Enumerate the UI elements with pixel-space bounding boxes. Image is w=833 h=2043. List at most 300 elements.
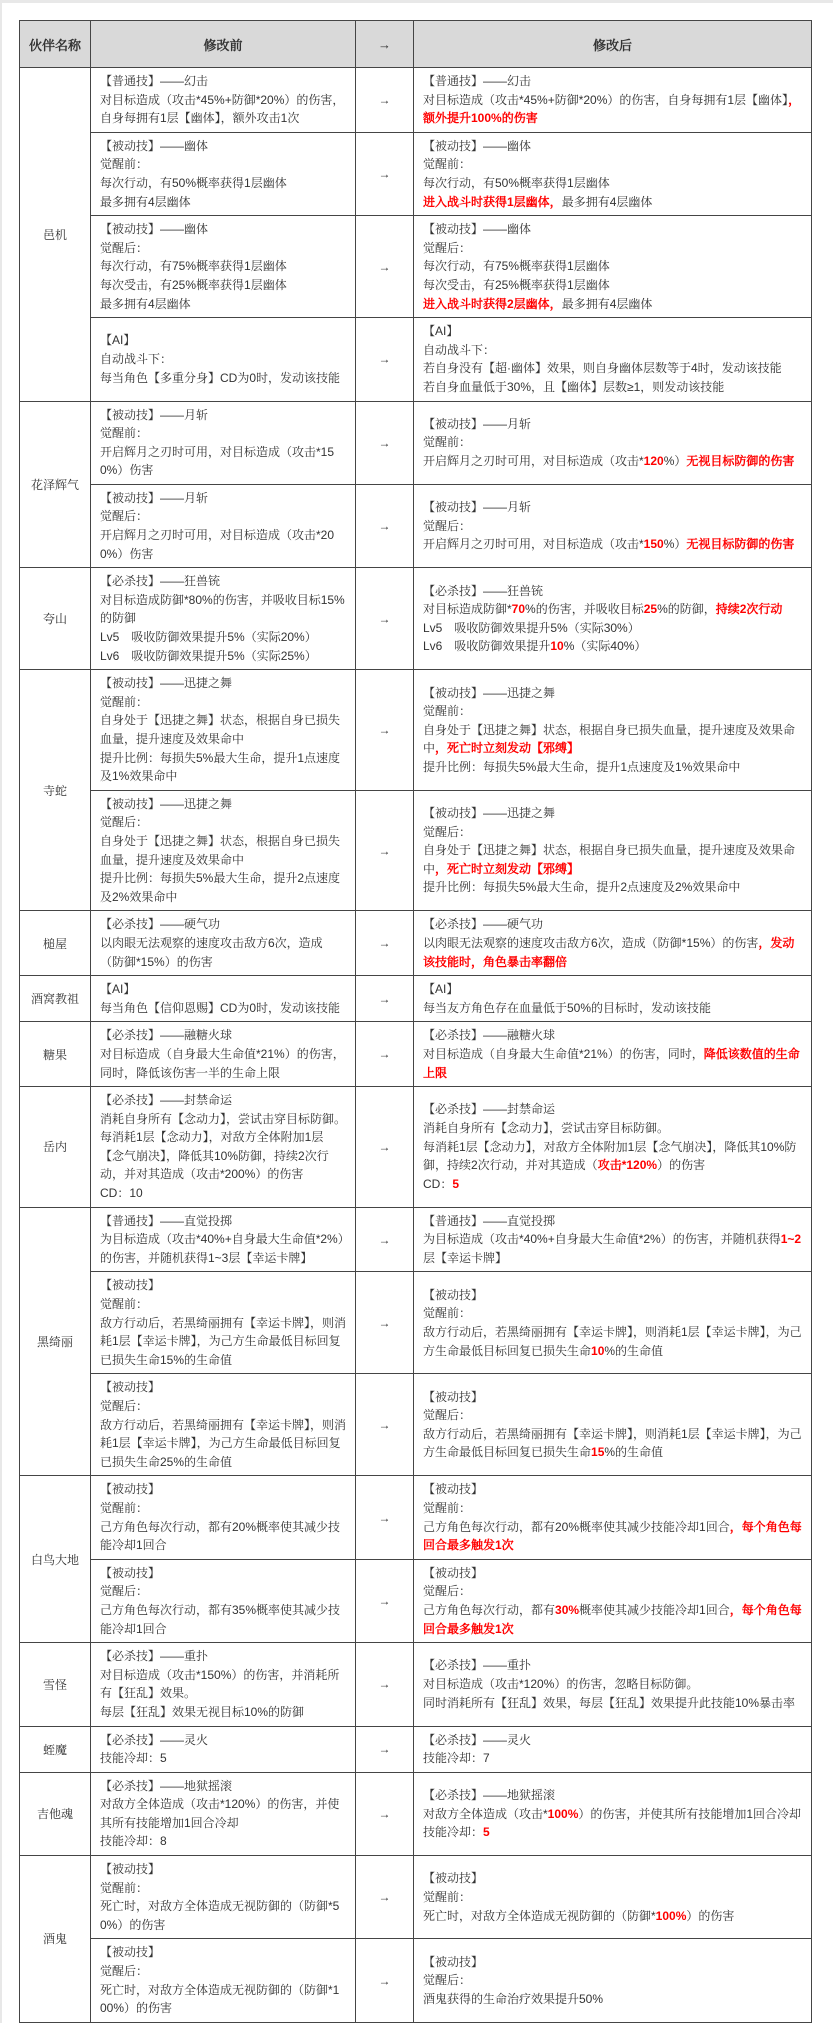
text-segment: 【被动技】——幽体 [100, 138, 209, 153]
skill-text-line [423, 1286, 802, 1305]
skill-text-line [100, 276, 346, 295]
skill-text-line [100, 869, 346, 906]
skill-text-line [100, 628, 346, 647]
skill-text-line [423, 878, 802, 897]
skill-text-line [423, 1480, 802, 1499]
text-segment: 觉醒前： [423, 1500, 472, 1515]
table-row [20, 484, 812, 567]
skill-text-line [100, 295, 346, 314]
partner-name: 蛭魔 [20, 1726, 91, 1772]
text-segment: 【必杀技】——地狱摇滚 [423, 1787, 556, 1802]
text-segment: 【必杀技】——封禁命运 [100, 1093, 233, 1108]
skill-text-line [423, 1518, 802, 1555]
skill-text-line [423, 239, 802, 258]
before-cell [91, 670, 356, 791]
after-cell [414, 1476, 812, 1559]
before-cell [91, 484, 356, 567]
text-segment: 为目标造成（攻击*40%+自身最大生命值*2%）的伤害，并随机获得 [423, 1232, 781, 1247]
text-segment: 消耗自身所有【念动力】，尝试击穿目标防御。 [423, 1120, 670, 1135]
skill-text-line [423, 1675, 802, 1694]
text-segment: 觉醒后： [423, 518, 472, 533]
text-segment: CD： [423, 1176, 453, 1191]
text-segment: 【普通技】——直觉投掷 [100, 1213, 233, 1228]
changed-text-segment: 降低该数值的生命上限 [423, 1046, 800, 1080]
skill-text-line [100, 507, 346, 526]
partner-name: 花泽辉气 [20, 401, 91, 568]
header-row [20, 21, 812, 68]
text-segment: ）的伤害 [686, 1908, 735, 1923]
arrow-icon: → [356, 1022, 414, 1087]
text-segment: 概率使其减少技能冷却1回合 [579, 1602, 730, 1617]
text-segment: 酒鬼获得的生命治疗效果提升50% [423, 1991, 604, 2006]
text-segment: 【被动技】——月斩 [423, 500, 532, 515]
arrow-icon: → [356, 401, 414, 484]
text-segment: 若自身血量低于30%，且【幽体】层数≥1，则发动该技能 [423, 379, 725, 394]
text-segment: 对目标造成（攻击*45%+防御*20%）的伤害，自身每拥有1层【幽体】 [423, 92, 789, 107]
table-row [20, 790, 812, 911]
text-segment: 每层【狂乱】效果无视目标10%的防御 [100, 1704, 305, 1719]
text-segment: 【必杀技】——灵火 [423, 1732, 532, 1747]
column-header-arrow: → [356, 21, 414, 68]
text-segment: 自身处于【迅捷之舞】状态，根据自身已损失血量，提升速度及效果命中 [423, 722, 796, 756]
skill-text-line [423, 1138, 802, 1175]
after-cell [414, 401, 812, 484]
table-row [20, 401, 812, 484]
text-segment: 【必杀技】——融糖火球 [423, 1028, 556, 1043]
skill-text-line [423, 1749, 802, 1768]
text-segment: 每次受击，有25%概率获得1层幽体 [100, 277, 287, 292]
before-cell [91, 1643, 356, 1726]
skill-text-line [100, 1731, 346, 1750]
skill-text-line [423, 841, 802, 878]
before-cell [91, 911, 356, 976]
after-cell [414, 670, 812, 791]
text-segment: 己方角色每次行动，都有35%概率使其减少技能冷却1回合 [100, 1602, 341, 1636]
text-segment: 【必杀技】——硬气功 [423, 917, 544, 932]
skill-text-line [100, 1564, 346, 1583]
text-segment: 每次受击，有25%概率获得1层幽体 [423, 277, 610, 292]
skill-text-line [100, 369, 346, 388]
changed-text-segment: 10 [591, 1343, 605, 1358]
skill-text-line [423, 378, 802, 397]
after-cell [414, 1022, 812, 1087]
text-segment: 觉醒后： [423, 1584, 472, 1599]
text-segment: 【被动技】——迅捷之舞 [423, 806, 556, 821]
skill-text-line [423, 1731, 802, 1750]
skill-text-line [423, 1388, 802, 1407]
skill-text-line [100, 1480, 346, 1499]
skill-text-line [423, 1953, 802, 1972]
text-segment: 每次行动，有75%概率获得1层幽体 [423, 259, 610, 274]
text-segment: 【必杀技】——狂兽铳 [423, 583, 544, 598]
skill-text-line [100, 174, 346, 193]
after-cell [414, 132, 812, 215]
changed-text-segment: ，死亡时立刻发动【邪缚】 [435, 861, 580, 876]
skill-text-line [423, 1888, 802, 1907]
skill-text-line [423, 174, 802, 193]
text-segment: 【必杀技】——地狱摇滚 [100, 1778, 233, 1793]
skill-text-line [100, 155, 346, 174]
text-segment: 【被动技】——月斩 [423, 416, 532, 431]
skill-text-line [100, 832, 346, 869]
skill-text-line [423, 980, 802, 999]
text-segment: 每当角色【多重分身】CD为0时，发动该技能 [100, 370, 341, 385]
text-segment: 觉醒后： [100, 240, 149, 255]
skill-text-line [423, 322, 802, 341]
text-segment: 自动战斗下： [100, 352, 173, 367]
skill-text-line [423, 823, 802, 842]
table-row [20, 976, 812, 1022]
skill-text-line [423, 1564, 802, 1583]
table-row [20, 216, 812, 318]
text-segment: 觉醒后： [100, 1584, 149, 1599]
text-segment: 觉醒后： [423, 1973, 472, 1988]
text-segment: 对目标造成（攻击*150%）的伤害，并消耗所有【狂乱】效果。 [100, 1667, 340, 1701]
arrow-icon: → [356, 68, 414, 133]
arrow-icon: → [356, 1374, 414, 1476]
text-segment: 觉醒后： [423, 824, 472, 839]
before-cell [91, 216, 356, 318]
before-cell [91, 1272, 356, 1374]
text-segment: 提升比例：每损失5%最大生命，提升2点速度及2%效果命中 [423, 880, 741, 895]
text-segment: 开启辉月之刃时可用，对目标造成（攻击*200%）伤害 [100, 528, 335, 561]
before-cell [91, 568, 356, 670]
changed-text-segment: 无视目标防御的伤害 [686, 453, 795, 468]
table-row [20, 1272, 812, 1374]
text-segment: %的生命值 [604, 1445, 664, 1460]
skill-text-line [423, 1499, 802, 1518]
skill-text-line [423, 637, 802, 656]
text-segment: ）的伤害，并使其所有技能增加1回合冷却 [578, 1806, 802, 1821]
skill-text-line [100, 999, 346, 1018]
skill-text-line [423, 1869, 802, 1888]
text-segment: 【普通技】——幻击 [100, 74, 209, 88]
arrow-icon: → [356, 1939, 414, 2022]
text-segment: 提升比例：每损失5%最大生命，提升2点速度及2%效果命中 [100, 871, 341, 904]
table-row [20, 1643, 812, 1726]
skill-text-line [100, 1416, 346, 1472]
table-row [20, 1374, 812, 1476]
changed-text-segment: 进入战斗时获得2层幽体， [423, 296, 562, 311]
before-cell [91, 1022, 356, 1087]
text-segment: 【被动技】 [423, 1482, 484, 1497]
text-segment: 【被动技】 [100, 1565, 161, 1580]
skill-text-line [100, 1295, 346, 1314]
text-segment: 【被动技】——幽体 [423, 138, 532, 153]
text-segment: 【必杀技】——狂兽铳 [100, 574, 221, 589]
text-segment: 【必杀技】——重扑 [423, 1658, 532, 1673]
text-segment: 最多拥有4层幽体 [561, 296, 653, 311]
skill-text-line [100, 1601, 346, 1638]
changed-text-segment: 5 [452, 1176, 460, 1191]
skill-text-line [423, 1175, 802, 1194]
changed-text-segment: ，死亡时立刻发动【邪缚】 [435, 741, 580, 756]
text-segment: Lv6 吸收防御效果提升5%（实际25%） [100, 648, 317, 663]
arrow-icon: → [356, 1772, 414, 1855]
skill-text-line [423, 915, 802, 934]
partner-name: 槌屋 [20, 911, 91, 976]
before-cell [91, 1726, 356, 1772]
arrow-icon: → [356, 1643, 414, 1726]
text-segment: CD：10 [100, 1186, 143, 1201]
skill-text-line [423, 535, 802, 554]
text-segment: 觉醒前： [423, 1889, 472, 1904]
after-cell [414, 568, 812, 670]
partner-name: 邑机 [20, 68, 91, 402]
before-cell [91, 1939, 356, 2022]
text-segment: 【必杀技】——硬气功 [100, 917, 221, 932]
changed-text-segment: 攻击*120% [597, 1158, 658, 1173]
skill-text-line [100, 572, 346, 591]
text-segment: 觉醒前： [100, 1500, 149, 1515]
skill-text-line [423, 452, 802, 471]
skill-text-line [100, 257, 346, 276]
skill-text-line [423, 999, 802, 1018]
text-segment: 每消耗1层【念动力】，对敌方全体附加1层【念气崩决】，降低其10%防御，持续2次行动，并对其造成（攻击*200%）的伤害 [100, 1130, 329, 1182]
skill-text-line [100, 980, 346, 999]
text-segment: 【被动技】——迅捷之舞 [100, 796, 233, 811]
table-row [20, 1772, 812, 1855]
text-segment: 【被动技】 [100, 1380, 161, 1395]
skill-text-line [423, 433, 802, 452]
skill-text-line [100, 1397, 346, 1416]
text-segment: 最多拥有4层幽体 [100, 296, 191, 311]
changed-text-segment: ，发动该技能时，角色暴击率翻倍 [423, 935, 795, 969]
before-cell [91, 318, 356, 401]
text-segment: 对目标造成防御*80%的伤害，并吸收目标15%的防御 [100, 592, 345, 626]
table-row [20, 318, 812, 401]
text-segment: 【被动技】——月斩 [100, 490, 209, 505]
text-segment: 觉醒前： [423, 435, 472, 450]
table-row [20, 1856, 812, 1939]
changed-text-segment: ，每个角色每回合最多触发1次 [423, 1519, 802, 1553]
text-segment: 觉醒后： [423, 240, 472, 255]
changed-text-segment: 15 [591, 1445, 605, 1460]
text-segment: 【普通技】——直觉投掷 [423, 1213, 556, 1228]
partner-name: 寺蛇 [20, 670, 91, 911]
table-row [20, 1726, 812, 1772]
skill-text-line [100, 1314, 346, 1370]
text-segment: 觉醒后： [423, 1408, 472, 1423]
after-cell [414, 1087, 812, 1208]
text-segment: 以肉眼无法观察的速度攻击敌方6次，造成（防御*15%）的伤害 [423, 935, 759, 950]
arrow-icon: → [356, 216, 414, 318]
text-segment: 技能冷却：7 [423, 1751, 490, 1766]
arrow-icon: → [356, 132, 414, 215]
skill-text-line [423, 1406, 802, 1425]
partner-name: 酒窝教祖 [20, 976, 91, 1022]
skill-text-line [100, 1518, 346, 1555]
skill-text-line [100, 1777, 346, 1796]
text-segment: 【被动技】 [100, 1278, 161, 1293]
table-row [20, 1022, 812, 1087]
text-segment: 【被动技】 [423, 1389, 484, 1404]
text-segment: 为目标造成（攻击*40%+自身最大生命值*2%）的伤害，并随机获得1~3层【幸运卡牌】 [100, 1232, 344, 1265]
skill-text-line [423, 804, 802, 823]
table-row [20, 132, 812, 215]
column-header-before: 修改前 [91, 21, 356, 68]
text-segment: 敌方行动后，若黑绮丽拥有【幸运卡牌】，则消耗1层【幸运卡牌】，为己方生命最低目标回复已损失生命 [423, 1426, 802, 1460]
skill-text-line [423, 1907, 802, 1926]
text-segment: 每次行动，有75%概率获得1层幽体 [100, 259, 287, 274]
changed-text-segment: ，额外提升100%的伤害 [423, 92, 801, 126]
text-segment: 己方角色每次行动，都有20%概率使其减少技能冷却1回合 [423, 1519, 730, 1534]
skill-text-line [423, 1656, 802, 1675]
skill-text-line [423, 295, 802, 314]
text-segment: 对目标造成（自身最大生命值*21%）的伤害，同时， [423, 1046, 704, 1061]
text-segment: 技能冷却：5 [100, 1751, 167, 1766]
text-segment: 觉醒前： [100, 426, 149, 441]
skill-text-line [100, 424, 346, 443]
skill-text-line [423, 1119, 802, 1138]
skill-text-line [100, 1647, 346, 1666]
skill-text-line [100, 1943, 346, 1962]
skill-text-line [423, 517, 802, 536]
skill-text-line [423, 758, 802, 777]
after-cell [414, 1643, 812, 1726]
text-segment: Lv5 吸收防御效果提升5%（实际30%） [423, 620, 640, 635]
text-segment: 【被动技】——月斩 [100, 407, 209, 422]
text-segment: %的生命值 [604, 1343, 664, 1358]
partner-name: 雪怪 [20, 1643, 91, 1726]
skill-text-line [100, 749, 346, 786]
text-segment: 觉醒前： [423, 1306, 472, 1321]
changed-text-segment: 150 [643, 537, 664, 552]
skill-changes-table [19, 20, 812, 2023]
after-cell [414, 1559, 812, 1642]
text-segment: 觉醒前： [100, 157, 149, 172]
skill-text-line [423, 257, 802, 276]
text-segment: 【AI】 [423, 982, 459, 997]
text-segment: 【被动技】 [423, 1565, 484, 1580]
skill-text-line [100, 1378, 346, 1397]
skill-text-line [423, 1990, 802, 2009]
text-segment: 【被动技】——幽体 [423, 222, 532, 237]
after-cell [414, 484, 812, 567]
partner-name: 糖果 [20, 1022, 91, 1087]
skill-text-line [423, 137, 802, 156]
partner-name: 黑绮丽 [20, 1207, 91, 1476]
after-cell [414, 1772, 812, 1855]
table-row [20, 670, 812, 791]
changed-text-segment: ，每个角色每回合最多触发1次 [423, 1602, 802, 1636]
text-segment: 死亡时，对敌方全体造成无视防御的（防御*100%）的伤害 [100, 1982, 340, 2016]
skill-text-line [100, 1276, 346, 1295]
skill-text-line [100, 406, 346, 425]
skill-text-line [423, 359, 802, 378]
before-cell [91, 1476, 356, 1559]
before-cell [91, 1856, 356, 1939]
skill-text-line [423, 1823, 802, 1842]
skill-text-line [100, 239, 346, 258]
skill-text-line [423, 1230, 802, 1267]
text-segment: 以肉眼无法观察的速度攻击敌方6次，造成（防御*15%）的伤害 [100, 935, 323, 969]
text-segment: 【必杀技】——封禁命运 [423, 1102, 556, 1117]
skill-text-line [423, 619, 802, 638]
text-segment: 觉醒后： [100, 1399, 149, 1413]
text-segment: 敌方行动后，若黑绮丽拥有【幸运卡牌】，则消耗1层【幸运卡牌】，为己方生命最低目标回复已损失生命 [423, 1324, 802, 1358]
text-segment: 对敌方全体造成（攻击*120%）的伤害，并使其所有技能增加1回合冷却 [100, 1797, 340, 1830]
skill-text-line [100, 137, 346, 156]
text-segment: 开启辉月之刃时可用，对目标造成（攻击*150%）伤害 [100, 444, 335, 478]
arrow-icon: → [356, 670, 414, 791]
text-segment: 【被动技】 [100, 1945, 161, 1960]
skill-text-line [100, 1897, 346, 1934]
arrow-icon: → [356, 568, 414, 670]
before-cell [91, 401, 356, 484]
arrow-icon: → [356, 790, 414, 911]
skill-text-line [100, 674, 346, 693]
arrow-icon: → [356, 1272, 414, 1374]
changed-text-segment: 70 [511, 602, 526, 617]
text-segment: 提升比例：每损失5%最大生命，提升1点速度及1%效果命中 [423, 759, 741, 774]
text-segment: 对目标造成防御* [423, 602, 512, 617]
text-segment: 开启辉月之刃时可用，对目标造成（攻击* [423, 537, 644, 552]
skill-text-line [100, 1981, 346, 2018]
skill-text-line [100, 647, 346, 666]
text-segment: %） [663, 453, 687, 468]
table-row [20, 1207, 812, 1272]
text-segment: 觉醒前： [100, 694, 149, 709]
changed-text-segment: 100% [547, 1806, 579, 1821]
text-segment: 开启辉月之刃时可用，对目标造成（攻击* [423, 453, 644, 468]
skill-text-line [423, 1045, 802, 1082]
text-segment: 【AI】 [100, 982, 136, 997]
changed-text-segment: 1~2 [780, 1232, 802, 1247]
text-segment: 【被动技】——迅捷之舞 [423, 685, 556, 700]
text-segment: 技能冷却：8 [100, 1834, 167, 1849]
arrow-icon: → [356, 1207, 414, 1272]
table-row [20, 568, 812, 670]
text-segment: 层【幸运卡牌】 [423, 1250, 508, 1265]
skill-text-line [423, 582, 802, 601]
skill-text-line [100, 1666, 346, 1703]
text-segment: 自动战斗下： [423, 342, 496, 357]
before-cell [91, 1374, 356, 1476]
skill-text-line [423, 934, 802, 971]
text-segment: 自身处于【迅捷之舞】状态，根据自身已损失血量，提升速度及效果命中 [423, 843, 796, 876]
text-segment: 觉醒前： [100, 1880, 149, 1895]
text-segment: 自身处于【迅捷之舞】状态，根据自身已损失血量，提升速度及效果命中 [100, 713, 341, 746]
changed-text-segment: 5 [483, 1825, 490, 1840]
skill-text-line [423, 1694, 802, 1713]
text-segment: 【AI】 [423, 324, 459, 339]
text-segment: 【被动技】 [423, 1871, 484, 1886]
text-segment: 对敌方全体造成（攻击* [423, 1806, 548, 1821]
partner-name: 岳内 [20, 1087, 91, 1208]
skill-text-line [100, 1110, 346, 1129]
changed-text-segment: 100% [655, 1908, 687, 1923]
after-cell [414, 1939, 812, 2022]
skill-text-line [423, 1026, 802, 1045]
partner-name: 吉他魂 [20, 1772, 91, 1855]
text-segment: 提升比例：每损失5%最大生命，提升1点速度及1%效果命中 [100, 750, 341, 784]
text-segment: 每次行动，有50%概率获得1层幽体 [100, 175, 287, 190]
skill-text-line [100, 526, 346, 563]
skill-text-line [100, 1128, 346, 1184]
text-segment: 敌方行动后，若黑绮丽拥有【幸运卡牌】，则消耗1层【幸运卡牌】，为己方生命最低目标回复已损失生命15%的生命值 [100, 1315, 347, 1367]
text-segment: 同时消耗所有【狂乱】效果，每层【狂乱】效果提升此技能10%暴击率 [423, 1695, 796, 1710]
changed-text-segment: 进入战斗时获得1层幽体， [423, 194, 562, 209]
skill-text-line [423, 415, 802, 434]
text-segment: %的防御， [657, 602, 716, 617]
changed-text-segment: 10 [550, 639, 564, 654]
skill-text-line [100, 795, 346, 814]
before-cell [91, 1207, 356, 1272]
skill-text-line [100, 1045, 346, 1082]
skill-text-line [100, 1962, 346, 1981]
text-segment: 【被动技】 [423, 1954, 484, 1969]
